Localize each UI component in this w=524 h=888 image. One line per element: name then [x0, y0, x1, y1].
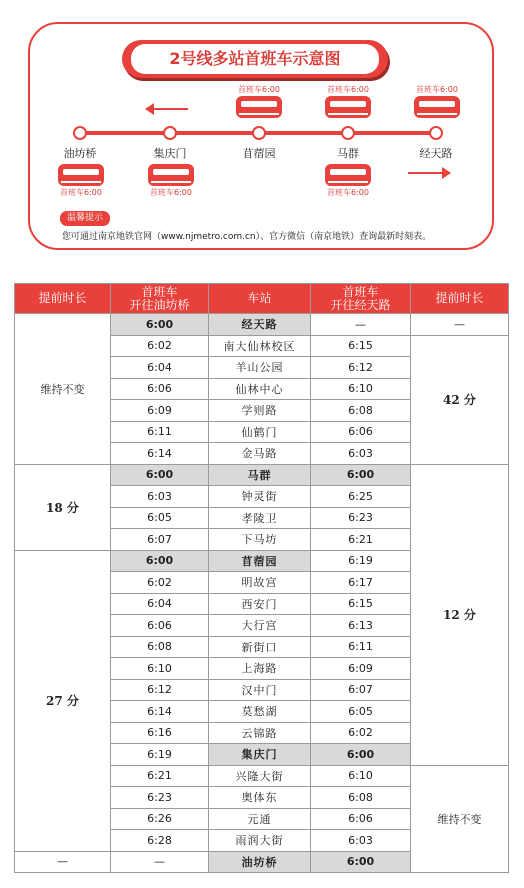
notice-text: 您可通过南京地铁官网（www.njmetro.com.cn）、官方微信（南京地铁）查询最新时刻表。 — [62, 232, 432, 242]
first-train-west: 6:05 — [111, 507, 209, 529]
station-name: 钟灵街 — [209, 486, 311, 508]
train-youfangqiao — [50, 163, 112, 198]
header-first-train-to-jingtianlu: 首班车 开往经天路 — [311, 284, 411, 314]
header-advance-west: 提前时长 — [15, 284, 111, 314]
station-dot-maqun — [341, 126, 355, 140]
first-train-east: 6:12 — [311, 357, 411, 379]
table-row — [15, 464, 509, 486]
header-advance-east: 提前时长 — [411, 284, 509, 314]
first-train-east: 6:25 — [311, 486, 411, 508]
station-name: 兴隆大街 — [209, 765, 311, 787]
first-train-east: 6:10 — [311, 765, 411, 787]
first-train-east: 6:13 — [311, 615, 411, 637]
first-train-west: 6:28 — [111, 830, 209, 852]
first-train-east: 6:00 — [311, 464, 411, 486]
station-name: 大行宫 — [209, 615, 311, 637]
train-label: 首班车6:00 — [150, 188, 192, 197]
table-header-row — [15, 284, 509, 314]
station-name: 莫愁湖 — [209, 701, 311, 723]
station-name: 汉中门 — [209, 679, 311, 701]
train-label: 首班车6:00 — [327, 188, 369, 197]
station-name: 上海路 — [209, 658, 311, 680]
first-train-west: 6:07 — [111, 529, 209, 551]
train-label: 首班车6:00 — [238, 85, 280, 94]
station-label: 油坊桥 — [63, 147, 97, 160]
first-train-west: 6:23 — [111, 787, 209, 809]
station-name: 元通 — [209, 808, 311, 830]
advance-time-east: 维持不变 — [411, 765, 509, 873]
first-train-east: 6:06 — [311, 421, 411, 443]
train-icon — [236, 96, 282, 118]
first-train-east: 6:00 — [311, 744, 411, 766]
first-train-east: — — [311, 314, 411, 336]
first-train-west: 6:02 — [111, 572, 209, 594]
train-maqun-west — [317, 163, 379, 198]
first-train-west: 6:08 — [111, 636, 209, 658]
first-train-west: 6:16 — [111, 722, 209, 744]
first-train-west: 6:04 — [111, 593, 209, 615]
train-label: 首班车6:00 — [416, 85, 458, 94]
first-train-west: 6:10 — [111, 658, 209, 680]
station-dot-jingtianlu — [429, 126, 443, 140]
first-train-west: 6:00 — [111, 314, 209, 336]
train-jingtianlu — [406, 84, 468, 119]
first-train-west: 6:00 — [111, 464, 209, 486]
train-icon — [148, 164, 194, 186]
station-label: 集庆门 — [153, 147, 187, 160]
station-dot-muxuyuan — [252, 126, 266, 140]
tip-tag: 温馨提示 — [60, 211, 110, 226]
train-icon — [325, 164, 371, 186]
diagram-title: 2号线多站首班车示意图 — [131, 44, 379, 74]
station-name: 仙鹤门 — [209, 421, 311, 443]
station-name: 明故宫 — [209, 572, 311, 594]
first-train-west: 6:11 — [111, 421, 209, 443]
right-arrow-icon — [408, 172, 450, 174]
train-icon — [58, 164, 104, 186]
station-name: 羊山公园 — [209, 357, 311, 379]
first-train-east: 6:15 — [311, 335, 411, 357]
first-train-west: 6:14 — [111, 443, 209, 465]
station-name: 云锦路 — [209, 722, 311, 744]
train-label: 首班车6:00 — [60, 188, 102, 197]
station-name: 新街口 — [209, 636, 311, 658]
first-train-west: 6:06 — [111, 615, 209, 637]
train-maqun-east — [317, 84, 379, 119]
first-train-east: 6:07 — [311, 679, 411, 701]
first-train-east: 6:00 — [311, 851, 411, 873]
first-train-west: 6:03 — [111, 486, 209, 508]
diagram-title-banner — [122, 40, 388, 78]
first-train-east: 6:08 — [311, 400, 411, 422]
train-icon — [414, 96, 460, 118]
first-train-west: 6:26 — [111, 808, 209, 830]
station-name: 马群 — [209, 464, 311, 486]
header-first-train-to-youfangqiao: 首班车 开往油坊桥 — [111, 284, 209, 314]
advance-time-west: 27 分 — [15, 550, 111, 851]
first-train-east: 6:17 — [311, 572, 411, 594]
first-train-east: 6:03 — [311, 443, 411, 465]
advance-time-west: 18 分 — [15, 464, 111, 550]
first-train-east: 6:11 — [311, 636, 411, 658]
first-train-west: 6:02 — [111, 335, 209, 357]
station-name: 苜蓿园 — [209, 550, 311, 572]
first-train-timetable — [14, 283, 509, 873]
station-label: 苜蓿园 — [242, 147, 276, 160]
station-name: 仙林中心 — [209, 378, 311, 400]
first-train-west: 6:06 — [111, 378, 209, 400]
station-name: 西安门 — [209, 593, 311, 615]
station-name: 雨润大街 — [209, 830, 311, 852]
train-icon — [325, 96, 371, 118]
first-train-east: 6:19 — [311, 550, 411, 572]
table-row — [15, 314, 509, 336]
train-jiqingmen — [140, 163, 202, 198]
station-name: 学则路 — [209, 400, 311, 422]
advance-time-east: 12 分 — [411, 464, 509, 765]
station-name: 集庆门 — [209, 744, 311, 766]
first-train-west: 6:12 — [111, 679, 209, 701]
left-arrow-icon — [146, 108, 188, 110]
header-station: 车站 — [209, 284, 311, 314]
advance-time-west: — — [15, 851, 111, 873]
station-name: 经天路 — [209, 314, 311, 336]
station-label: 经天路 — [419, 147, 453, 160]
first-train-west: 6:09 — [111, 400, 209, 422]
first-train-east: 6:06 — [311, 808, 411, 830]
station-name: 奥体东 — [209, 787, 311, 809]
advance-time-east: 42 分 — [411, 335, 509, 464]
train-label: 首班车6:00 — [327, 85, 369, 94]
first-train-east: 6:02 — [311, 722, 411, 744]
first-train-east: 6:15 — [311, 593, 411, 615]
station-dot-youfangqiao — [73, 126, 87, 140]
first-train-west: 6:21 — [111, 765, 209, 787]
station-name: 油坊桥 — [209, 851, 311, 873]
advance-time-east: — — [411, 314, 509, 336]
first-train-east: 6:21 — [311, 529, 411, 551]
first-train-west: 6:14 — [111, 701, 209, 723]
station-dot-jiqingmen — [163, 126, 177, 140]
advance-time-west: 维持不变 — [15, 314, 111, 465]
train-muxuyuan — [228, 84, 290, 119]
first-train-east: 6:03 — [311, 830, 411, 852]
first-train-west: 6:19 — [111, 744, 209, 766]
first-train-east: 6:23 — [311, 507, 411, 529]
first-train-west: — — [111, 851, 209, 873]
station-name: 孝陵卫 — [209, 507, 311, 529]
station-name: 金马路 — [209, 443, 311, 465]
first-train-east: 6:05 — [311, 701, 411, 723]
first-train-east: 6:09 — [311, 658, 411, 680]
first-train-west: 6:00 — [111, 550, 209, 572]
station-name: 南大仙林校区 — [209, 335, 311, 357]
first-train-west: 6:04 — [111, 357, 209, 379]
first-train-east: 6:10 — [311, 378, 411, 400]
station-label: 马群 — [337, 147, 359, 160]
station-name: 下马坊 — [209, 529, 311, 551]
first-train-east: 6:08 — [311, 787, 411, 809]
